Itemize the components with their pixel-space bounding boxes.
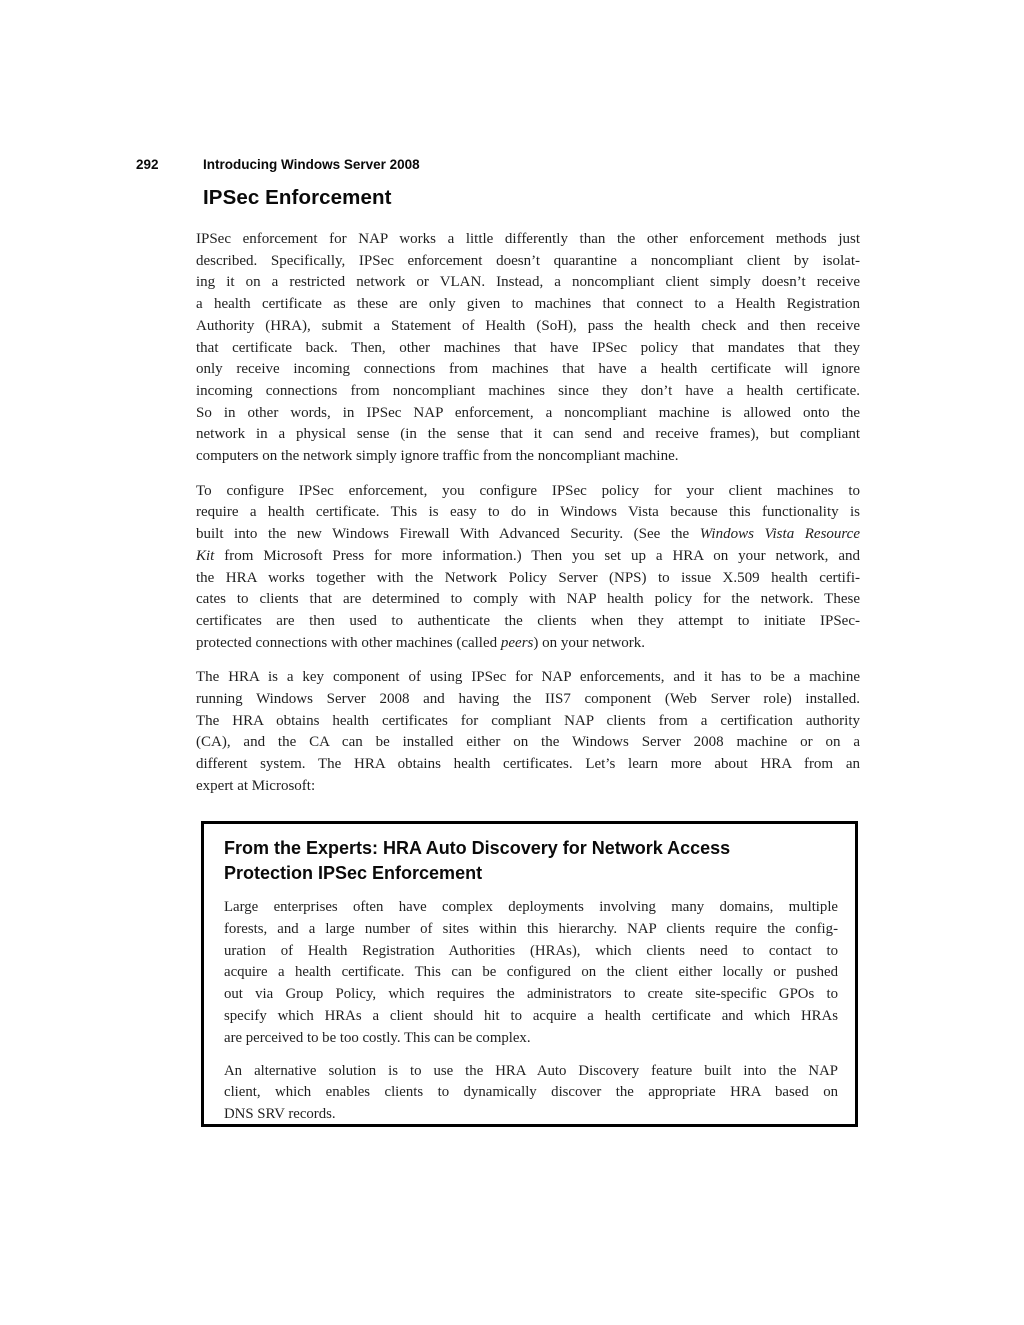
text-line: ing it on a restricted network or VLAN. Instead, a noncompliant client simply doesn’t receive xyxy=(196,274,860,291)
text-line: uration of Health Registration Authorities (HRAs), which clients need to contact to xyxy=(224,942,838,959)
text-line: DNS SRV records. xyxy=(224,1106,336,1123)
text-line: are perceived to be too costly. This can be complex. xyxy=(224,1029,531,1046)
section-heading: IPSec Enforcement xyxy=(203,186,392,209)
text-line: To configure IPSec enforcement, you configure IPSec policy for your client machines to xyxy=(196,482,860,499)
text-line: a health certificate as these are only given to machines that connect to a Health Registration xyxy=(196,296,860,313)
text-line: protected connections with other machines (called peers) on your network. xyxy=(196,634,646,651)
text-line: acquire a health certificate. This can be configured on the client either locally or pushed xyxy=(224,964,838,981)
text-line: expert at Microsoft: xyxy=(196,777,316,794)
body-paragraph xyxy=(196,229,860,468)
expert-box-body xyxy=(224,897,838,1126)
text-line: computers on the network simply ignore traffic from the noncompliant machine. xyxy=(196,448,679,465)
text-line: (CA), and the CA can be installed either on the Windows Server 2008 machine or on a xyxy=(196,734,860,751)
expert-box-paragraph xyxy=(224,897,838,1050)
text-line: out via Group Policy, which requires the administrators to create site-specific GPOs to xyxy=(224,986,838,1003)
text-line: only receive incoming connections from machines that have a health certificate will ignore xyxy=(196,361,860,378)
text-line: IPSec enforcement for NAP works a little differently than the other enforcement methods just xyxy=(196,231,860,247)
text-line: forests, and a large number of sites within this hierarchy. NAP clients require the config- xyxy=(224,920,838,937)
text-line: An alternative solution is to use the HRA Auto Discovery feature built into the NAP xyxy=(224,1062,838,1079)
text-line: built into the new Windows Firewall With Advanced Security. (See the Windows Vista Resource xyxy=(196,526,861,543)
text-line: certificates are then used to authenticate the clients when they attempt to initiate IPSec- xyxy=(196,612,860,629)
expert-box-title xyxy=(224,836,838,886)
body-paragraph xyxy=(196,481,860,655)
text-line: The HRA is a key component of using IPSec for NAP enforcements, and it has to be a machine xyxy=(196,669,860,686)
chapter-title: Introducing Windows Server 2008 xyxy=(203,157,420,172)
text-line: client, which enables clients to dynamically discover the appropriate HRA based on xyxy=(224,1084,838,1101)
text-line: From the Experts: HRA Auto Discovery for Network Access xyxy=(224,838,731,858)
text-line: Protection IPSec Enforcement xyxy=(224,863,483,883)
page-number: 292 xyxy=(136,157,159,172)
text-line: So in other words, in IPSec NAP enforcement, a noncompliant machine is allowed onto the xyxy=(196,404,860,421)
text-line: Kit from Microsoft Press for more information.) Then you set up a HRA on your network, and xyxy=(196,547,860,564)
body-text xyxy=(196,229,860,811)
text-line: the HRA works together with the Network Policy Server (NPS) to issue X.509 health certifi- xyxy=(196,569,860,586)
text-line: The HRA obtains health certificates for compliant NAP clients from a certification authority xyxy=(196,712,860,729)
text-line: that certificate back. Then, other machines that have IPSec policy that mandates that they xyxy=(196,339,860,356)
body-paragraph xyxy=(196,667,860,797)
expert-box-paragraph xyxy=(224,1061,838,1126)
text-line: running Windows Server 2008 and having the IIS7 component (Web Server role) installed. xyxy=(196,691,860,708)
text-line: Large enterprises often have complex deployments involving many domains, multiple xyxy=(224,899,838,915)
text-line: specify which HRAs a client should hit to acquire a health certificate and which HRAs xyxy=(224,1007,838,1024)
text-line: incoming connections from noncompliant machines since they don’t have a health certificate. xyxy=(196,382,860,399)
text-line: cates to clients that are determined to comply with NAP health policy for the network. These xyxy=(196,591,860,608)
text-line: different system. The HRA obtains health certificates. Let’s learn more about HRA from an xyxy=(196,756,860,773)
expert-box xyxy=(201,821,858,1127)
text-line: described. Specifically, IPSec enforcement doesn’t quarantine a noncompliant client by isolat- xyxy=(196,252,860,269)
text-line: require a health certificate. This is easy to do in Windows Vista because this functionality is xyxy=(196,504,860,521)
text-line: Authority (HRA), submit a Statement of Health (SoH), pass the health check and then receive xyxy=(196,317,860,334)
text-line: network in a physical sense (in the sense that it can send and receive frames), but compliant xyxy=(196,426,860,443)
